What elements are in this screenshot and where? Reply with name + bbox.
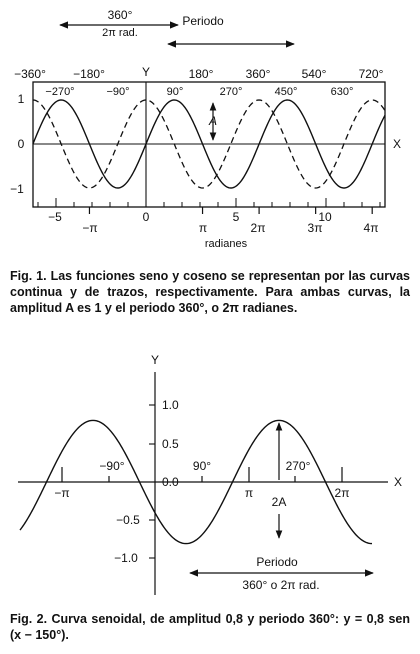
- x-tick-label: 2π: [334, 486, 350, 500]
- y-tick-label: 0.0: [162, 475, 179, 489]
- pi-label: −π: [82, 221, 98, 235]
- period-2pi-label: 2π rad.: [102, 27, 138, 39]
- amplitude-label: A: [208, 114, 218, 128]
- figure-1: [10, 8, 401, 250]
- x-unit-label: radianes: [204, 238, 248, 250]
- x-tick-label: 270°: [285, 459, 311, 473]
- pi-label: 4π: [363, 221, 379, 235]
- period-value: 360° o 2π rad.: [242, 578, 320, 592]
- deg-label-top: 360°: [245, 67, 271, 81]
- pi-label: π: [198, 221, 208, 235]
- figure-1-caption: Fig. 1. Las funciones seno y coseno se representan por las curvas continua y de trazos, respectivamente. Para ambas curvas, la amplitud A es 1 y el periodo 360°, o 2π radianes.: [10, 269, 410, 315]
- period-title: Periodo: [182, 14, 224, 28]
- period-360-label: 360°: [107, 8, 133, 22]
- deg-label-top: −180°: [73, 67, 105, 81]
- period-title: Periodo: [256, 555, 298, 569]
- amplitude-label: 2A: [271, 495, 287, 509]
- x-axis-label: X: [392, 137, 402, 151]
- deg-label-top: 180°: [188, 67, 214, 81]
- deg-label-inner: 630°: [330, 86, 354, 98]
- y-tick-label: 1.0: [162, 398, 179, 412]
- deg-label-inner: −270°: [45, 86, 75, 98]
- figure-2: [18, 353, 402, 595]
- y-tick-label: 0: [17, 137, 25, 151]
- y-axis-label: Y: [141, 65, 151, 79]
- deg-label-inner: 90°: [166, 86, 184, 98]
- bottom-number-label: 0: [142, 210, 150, 224]
- x-axis-label: X: [393, 475, 403, 489]
- pi-label: 2π: [250, 221, 266, 235]
- y-tick-label: 0.5: [162, 437, 179, 451]
- x-tick-label: 90°: [192, 459, 212, 473]
- deg-label-inner: 450°: [274, 86, 298, 98]
- bottom-number-label: 10: [318, 210, 332, 224]
- deg-label-top: −360°: [14, 67, 46, 81]
- y-tick-label: −1: [10, 182, 24, 196]
- bottom-number-label: 5: [232, 210, 240, 224]
- figure-2-caption: Fig. 2. Curva senoidal, de amplitud 0,8 y periodo 360°: y = 0,8 sen (x − 150°).: [10, 612, 410, 642]
- pi-label: 3π: [307, 221, 323, 235]
- x-tick-label: −90°: [99, 459, 125, 473]
- x-tick-label: −π: [54, 486, 70, 500]
- x-tick-label: π: [244, 486, 254, 500]
- deg-label-top: 720°: [358, 67, 384, 81]
- deg-label-top: 540°: [301, 67, 327, 81]
- deg-label-inner: 270°: [219, 86, 243, 98]
- bottom-number-label: −5: [48, 210, 62, 224]
- y-tick-label: −0.5: [116, 513, 140, 527]
- y-tick-label: 1: [17, 92, 25, 106]
- y-axis-label: Y: [150, 353, 160, 367]
- deg-label-inner: −90°: [106, 86, 130, 98]
- y-tick-label: −1.0: [114, 551, 138, 565]
